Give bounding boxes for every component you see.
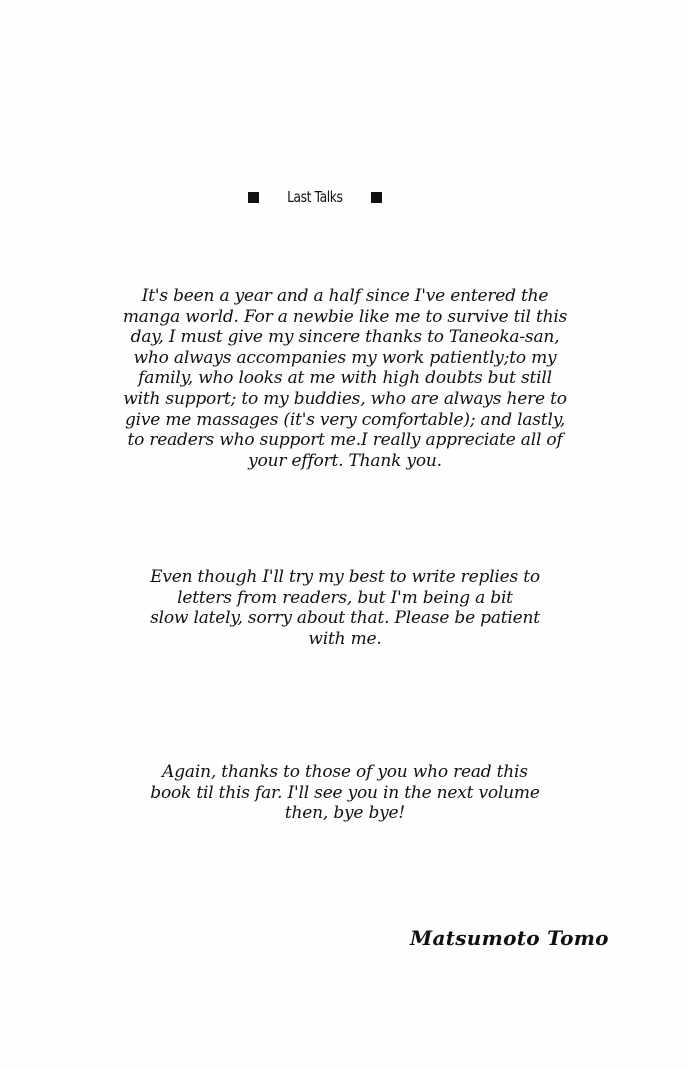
paragraph-line: with support; to my buddies, who are always here to (123, 388, 567, 409)
paragraph-line: slow lately, sorry about that. Please be patient (150, 608, 540, 629)
paragraph-line: with me. (308, 628, 382, 649)
paragraph-line: Again, thanks to those of you who read this (162, 762, 528, 782)
section-heading (0, 188, 630, 206)
paragraph-line: book til this far. I'll see you in the next volume (150, 782, 540, 803)
paragraph-line: It's been a year and a half since I've entered the (141, 286, 549, 306)
paragraph-line: letters from readers, but I'm being a bit (177, 587, 513, 608)
paragraph-line: day, I must give my sincere thanks to Taneoka-san, (130, 327, 560, 348)
heading-title: Last Talks (287, 188, 343, 206)
paragraph-farewell (0, 762, 690, 824)
paragraph-line: manga world. For a newbie like me to survive til this (122, 306, 568, 327)
paragraph-line: then, bye bye! (284, 803, 406, 824)
left-square-icon (248, 192, 259, 203)
paragraph-line: who always accompanies my work patiently;to my (133, 347, 557, 368)
paragraph-line: your effort. Thank you. (248, 450, 442, 471)
paragraph-replies (0, 567, 690, 649)
paragraph-line: give me massages (it's very comfortable); and lastly, (124, 409, 566, 430)
right-square-icon (371, 192, 382, 203)
paragraph-line: Even though I'll try my best to write replies to (150, 567, 540, 587)
paragraph-line: family, who looks at me with high doubts but still (138, 368, 552, 389)
author-signature: Matsumoto Tomo (410, 926, 609, 950)
paragraph-line: to readers who support me.I really appreciate all of (127, 430, 563, 451)
paragraph-thanks (0, 286, 690, 471)
